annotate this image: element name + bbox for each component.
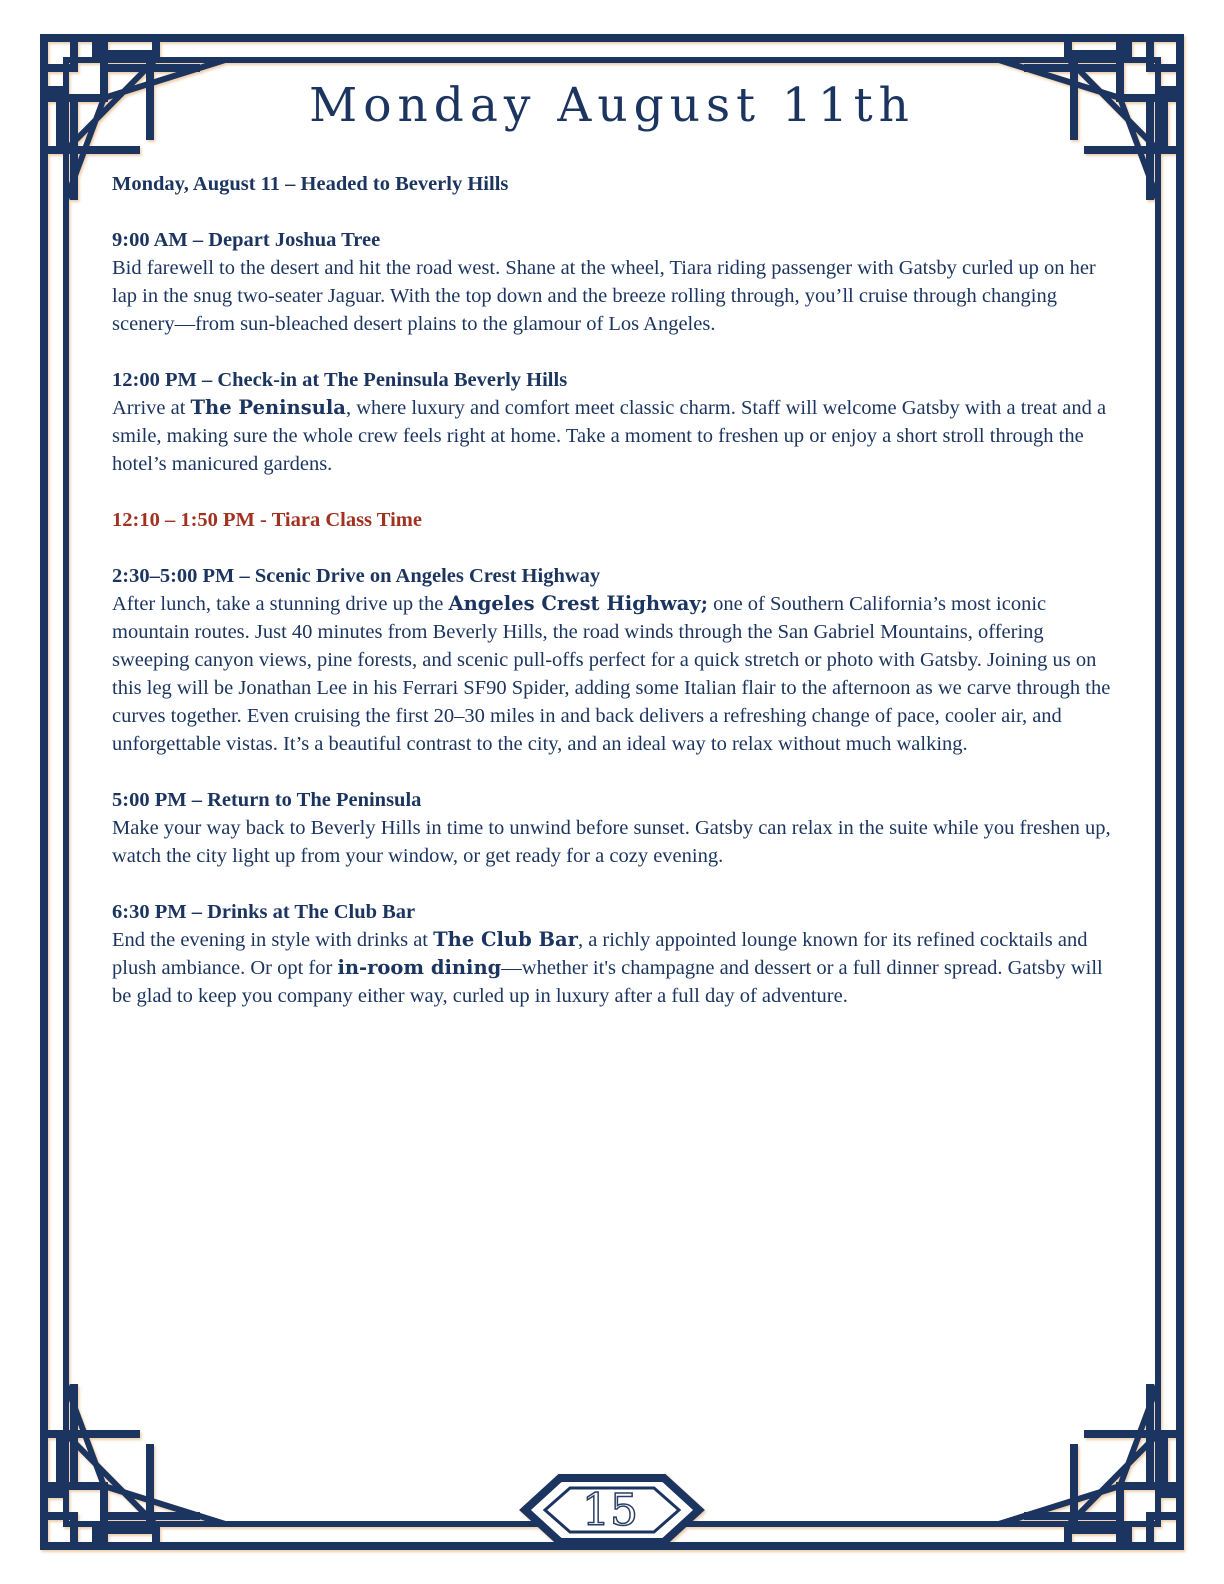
itinerary-entry <box>112 506 1112 534</box>
entry-title: 2:30–5:00 PM – Scenic Drive on Angeles Crest Highway <box>112 565 601 587</box>
entry-text <box>112 590 1112 758</box>
itinerary-entry <box>112 366 1112 478</box>
page-title: Monday August 11th <box>309 78 915 133</box>
entry-text: Make your way back to Beverly Hills in time to unwind before sunset. Gatsby can relax in the suite while you freshen up, watch the city light up from your window, or get ready for a cozy evening. <box>112 817 1111 867</box>
itinerary-entry <box>112 898 1112 1010</box>
page-number: 15 <box>582 1485 638 1536</box>
entry-title: 6:30 PM – Drinks at The Club Bar <box>112 901 416 923</box>
day-heading: Monday, August 11 – Headed to Beverly Hills <box>112 173 509 195</box>
venue-name: The Club Bar <box>433 928 578 951</box>
venue-name: Angeles Crest Highway; <box>448 592 708 615</box>
dining-option: in-room dining <box>337 956 502 979</box>
entry-text: Bid farewell to the desert and hit the road west. Shane at the wheel, Tiara riding passenger with Gatsby curled up on her lap in the snug two-seater Jaguar. With the top down and the breeze rolling through, you’ll cruise through changing scenery—from sun-bleached desert plains to the glamour of Los Angeles. <box>112 257 1096 335</box>
venue-name: The Peninsula <box>190 396 346 419</box>
entry-title-highlight: 12:10 – 1:50 PM - Tiara Class Time <box>112 509 422 531</box>
entry-text-part: , a richly appointed lounge known for its refined cocktails and plush ambiance. Or opt for <box>112 929 1088 979</box>
entry-title: 9:00 AM – Depart Joshua Tree <box>112 229 381 251</box>
entry-text-part: Arrive at <box>112 397 191 419</box>
entry-text <box>112 394 1112 478</box>
itinerary-content <box>112 170 1112 1038</box>
entry-text-part: , where luxury and comfort meet classic charm. Staff will welcome Gatsby with a treat and a smile, making sure the whole crew feels right at home. Take a moment to freshen up or enjoy a short stroll through the hotel’s manicured gardens. <box>112 397 1107 475</box>
entry-text-part: End the evening in style with drinks at <box>112 929 434 951</box>
entry-text-part: one of Southern California’s most iconic mountain routes. Just 40 minutes from Beverly Hills, the road winds through the San Gabriel Mountains, offering sweeping canyon views, pine forests, and scenic pull-offs perfect for a quick stretch or photo with Gatsby. Joining us on this leg will be Jonathan Lee in his Ferrari SF90 Spider, adding some Italian flair to the afternoon as we carve through the curves together. Even cruising the first 20–30 miles in and back delivers a refreshing change of pace, cooler air, and unforgettable vistas. It’s a beautiful contrast to the city, and an ideal way to relax without much walking. <box>112 593 1111 755</box>
entry-text <box>112 926 1112 1010</box>
itinerary-entry <box>112 226 1112 338</box>
itinerary-entry <box>112 562 1112 758</box>
entry-title: 5:00 PM – Return to The Peninsula <box>112 789 422 811</box>
entry-title: 12:00 PM – Check-in at The Peninsula Beverly Hills <box>112 369 568 391</box>
entry-text-part: —whether it's champagne and dessert or a full dinner spread. Gatsby will be glad to keep you company either way, curled up in luxury after a full day of adventure. <box>112 957 1103 1007</box>
entry-text-part: After lunch, take a stunning drive up the <box>112 593 449 615</box>
itinerary-entry <box>112 786 1112 870</box>
